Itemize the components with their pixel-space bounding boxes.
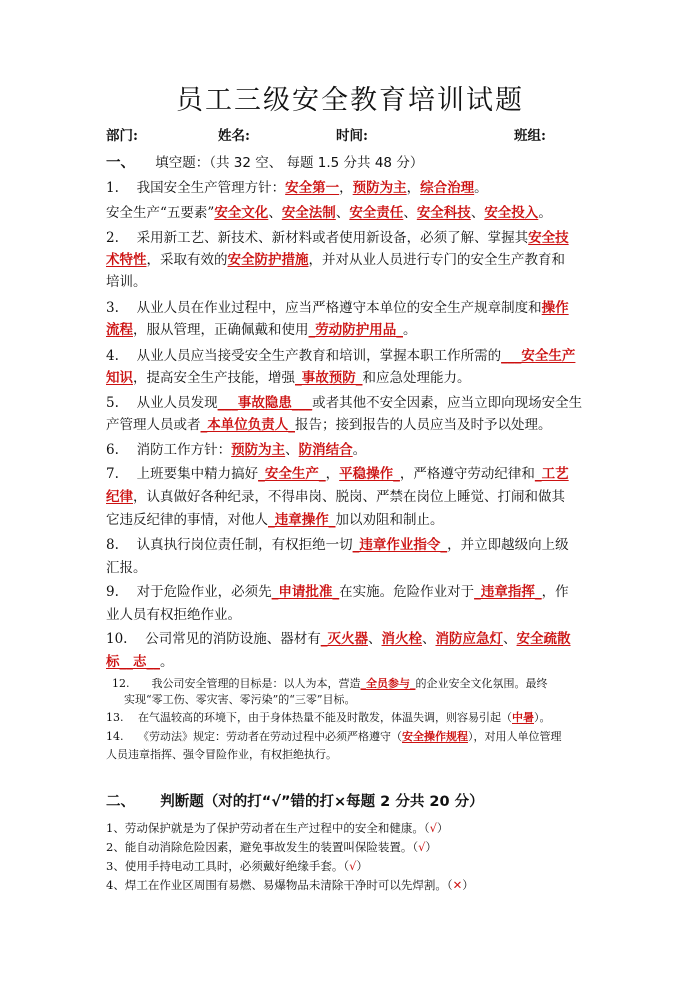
question-text: 加以劝阻和制止。 — [335, 512, 444, 528]
answer: _工艺 — [534, 466, 569, 482]
question-text: ， — [339, 180, 353, 196]
answer: _违章指挥_ — [474, 584, 542, 600]
question-text: ，采取有效的 — [146, 252, 228, 268]
question-line — [106, 708, 551, 728]
question-text: 、 — [268, 205, 282, 221]
question-line — [106, 368, 471, 388]
cross-mark-answer: ✕ — [452, 878, 463, 892]
question-text: 12. 我公司安全管理的目标是：以人为本，营造 — [112, 677, 361, 690]
question-line — [106, 535, 569, 555]
answer: 防消结合 — [298, 442, 353, 458]
question-text: ，严格遵守劳动纪律和 — [399, 466, 535, 482]
question-text: 4、焊工在作业区周围有易燃、易爆物品未清除干净时可以先焊割。（ — [106, 878, 453, 892]
question-text: 14. 《劳动法》规定：劳动者在劳动过程中必须严格遵守（ — [106, 730, 402, 743]
question-text: ，作 — [541, 584, 569, 600]
question-text: 业人员有权拒绝作业。 — [106, 607, 241, 623]
answer: 预防为主 — [231, 442, 286, 458]
question-text: ） — [425, 840, 437, 854]
question-text: ，并立即越级向上级 — [447, 537, 569, 553]
question-text: ，提高安全生产技能，增强 — [133, 370, 295, 386]
answer: 预防为主 — [352, 180, 407, 196]
question-text: 、 — [368, 631, 382, 647]
answer: _安全生产_ — [258, 466, 326, 482]
question-text: 13. 在气温较高的环境下，由于身体热量不能及时散发，体温失调，则容易引起（ — [106, 711, 512, 724]
question-text: 7. 上班要集中精力搞好 — [106, 466, 259, 482]
question-text: ，认真做好各种纪录，不得串岗、脱岗、严禁在岗位上睡觉、打闹和做其 — [133, 489, 565, 505]
answer: 流程 — [106, 322, 133, 338]
question-text: ） — [436, 821, 449, 835]
question-text: 和应急处理能力。 — [362, 370, 471, 386]
question-text: 3. 从业人员在作业过程中，应当严格遵守本单位的安全生产规章制度和 — [106, 300, 542, 316]
question-text: 6. 消防工作方针： — [106, 442, 232, 458]
true-false-item — [106, 875, 474, 895]
question-text: 在实施。危险作业对于 — [339, 584, 475, 600]
answer: 纪律 — [106, 489, 133, 505]
check-mark-answer: √ — [349, 859, 357, 873]
answer: 安全防护措施 — [227, 252, 309, 268]
question-line — [106, 487, 565, 507]
question-line — [106, 440, 366, 460]
answer: 术特性 — [106, 252, 147, 268]
question-text: 报告；接到报告的人员应当及时予以处理。 — [295, 417, 552, 433]
question-line — [106, 178, 488, 198]
question-line — [106, 346, 575, 366]
true-false-item — [106, 856, 368, 876]
answer: _灭火器 — [320, 631, 369, 647]
question-text: 3、使用手持电动工具时，必须戴好绝缘手套。（ — [106, 859, 350, 873]
question-line — [106, 727, 562, 747]
question-text: 、 — [403, 205, 417, 221]
question-line — [106, 464, 569, 484]
question-text: 2、能自动消除危险因素，避免事故发生的装置叫保险装置。（ — [106, 840, 419, 854]
question-text: 、 — [285, 442, 299, 458]
question-text: 或者其他不安全因素，应当立即向现场安全生 — [312, 395, 583, 411]
question-text: 的企业安全文化氛围。最终 — [415, 677, 548, 690]
section-1-number: 一、 — [106, 155, 135, 171]
question-text: 人员违章指挥、强令冒险作业，有权拒绝执行。 — [106, 748, 337, 761]
question-text: 汇报。 — [106, 560, 147, 576]
page-title: 员工三级安全教育培训试题 — [176, 85, 524, 116]
question-text: 它违反纪律的事情，对他人 — [106, 512, 268, 528]
question-text: 安全生产“五要素” — [106, 205, 215, 221]
check-mark-answer: √ — [418, 840, 426, 854]
question-text: ） — [356, 859, 368, 873]
question-line — [106, 272, 147, 292]
question-line — [106, 228, 569, 248]
section-1-title: 填空题：（共 32 空、 每题 1.5 分共 48 分） — [155, 155, 424, 171]
answer: _事故预防_ — [295, 370, 363, 386]
answer: 操作 — [541, 300, 569, 316]
true-false-item — [106, 837, 437, 857]
section-2-title: 判断题（对的打“√”错的打×每题 2 分共 20 分） — [160, 794, 484, 810]
question-line — [106, 558, 147, 578]
question-text: 4. 从业人员应当接受安全生产教育和培训，掌握本职工作所需的 — [106, 348, 502, 364]
group-label: 班组: — [514, 128, 546, 144]
answer: 标__志__ — [106, 654, 160, 670]
answer: 平稳操作_ — [339, 466, 400, 482]
time-label: 时间: — [336, 128, 368, 144]
answer: 中暑 — [512, 711, 534, 724]
question-line — [106, 582, 569, 602]
answer: 安全操作规程 — [402, 730, 468, 743]
answer: _违章作业指令_ — [352, 537, 448, 553]
answer: 安全科技 — [416, 205, 471, 221]
name-label: 姓名: — [218, 128, 250, 144]
question-text: 2. 采用新工艺、新技术、新材料或者使用新设备，必须了解、掌握其 — [106, 230, 529, 246]
answer: 消防应急灯 — [435, 631, 504, 647]
answer: 知识 — [106, 370, 133, 386]
question-text: 、 — [503, 631, 517, 647]
answer: _全员参与_ — [360, 677, 416, 690]
question-line — [106, 298, 569, 318]
question-text: 。 — [474, 180, 488, 196]
question-line — [106, 629, 571, 649]
answer: 安全责任 — [349, 205, 404, 221]
question-text: 培训。 — [106, 274, 147, 290]
section-2-heading — [106, 790, 484, 811]
question-text: 9. 对于危险作业，必须先 — [106, 584, 272, 600]
question-text: 实现“零工伤、零灾害、零污染”的“三零”目标。 — [124, 693, 356, 706]
question-text: ， — [406, 180, 421, 196]
question-line — [106, 415, 552, 435]
section-1-heading — [106, 151, 423, 172]
question-text: ， — [325, 466, 340, 482]
question-text: 8. 认真执行岗位责任制，有权拒绝一切 — [106, 537, 353, 553]
question-text: 5. 从业人员发现 — [106, 395, 218, 411]
answer: ___事故隐患___ — [217, 395, 313, 411]
answer: _劳动防护用品_ — [308, 322, 403, 338]
answer: 安全第一 — [285, 180, 340, 196]
question-text: 。 — [352, 442, 367, 458]
question-line — [106, 745, 337, 765]
question-line — [106, 250, 565, 270]
answer: _本单位负责人_ — [200, 417, 295, 433]
department-label: 部门: — [106, 128, 138, 144]
answer: 安全法制 — [281, 205, 336, 221]
question-text: ，并对从业人员进行专门的安全生产教育和 — [308, 252, 565, 268]
question-line — [106, 605, 241, 625]
answer: 综合治理 — [420, 180, 475, 196]
question-text: 1、劳动保护就是为了保护劳动者在生产过程中的安全和健康。（ — [106, 821, 430, 835]
answer: 安全投入 — [484, 205, 539, 221]
question-text: 。 — [160, 654, 174, 670]
question-text: ，服从管理，正确佩戴和使用 — [133, 322, 309, 338]
question-line — [106, 203, 552, 223]
true-false-item — [106, 818, 448, 838]
question-text: ），对用人单位管理 — [468, 730, 562, 743]
question-text: 产管理人员或者 — [106, 417, 201, 433]
question-text: 、 — [422, 631, 436, 647]
answer: _违章操作_ — [268, 512, 336, 528]
answer: 安全技 — [528, 230, 569, 246]
question-line — [106, 510, 444, 530]
answer: _申请批准_ — [271, 584, 340, 600]
answer: 安全疏散 — [516, 631, 571, 647]
question-line — [106, 652, 174, 672]
check-mark-answer: √ — [429, 821, 437, 835]
question-line — [106, 393, 582, 413]
question-text: 、 — [470, 205, 485, 221]
question-line — [106, 320, 417, 340]
question-text: 。 — [403, 322, 417, 338]
question-text: ） — [462, 878, 474, 892]
question-text: 1. 我国安全生产管理方针： — [106, 180, 286, 196]
section-2-number: 二、 — [106, 794, 135, 810]
answer: 消火栓 — [381, 631, 423, 647]
answer: 安全文化 — [214, 205, 269, 221]
question-text: 、 — [335, 205, 350, 221]
question-text: 。 — [538, 205, 552, 221]
question-line — [124, 690, 356, 710]
answer: ___安全生产 — [501, 348, 576, 364]
question-text: 10. 公司常见的消防设施、器材有 — [106, 631, 321, 647]
question-text: ）。 — [534, 711, 551, 724]
